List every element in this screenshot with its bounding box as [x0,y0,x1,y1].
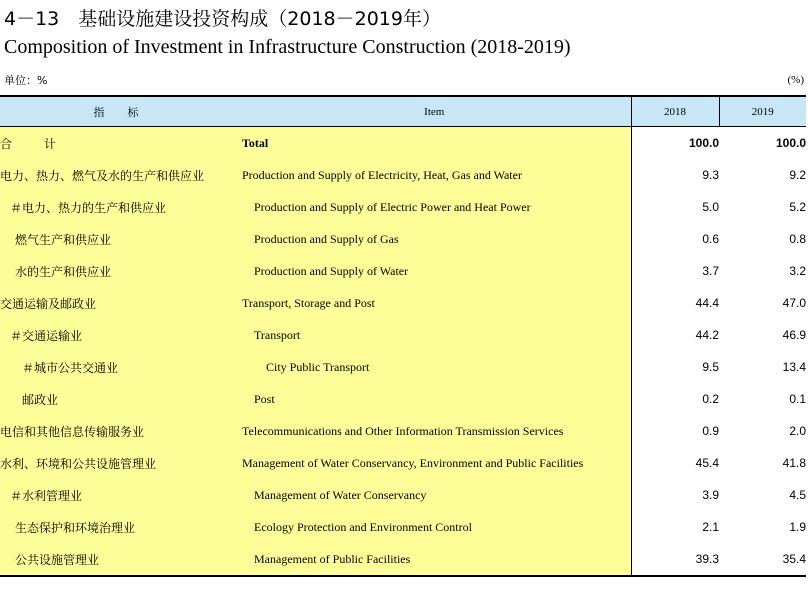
row-value-2019: 9.2 [789,168,806,182]
row-value-2018: 9.5 [702,360,719,374]
row-item: Production and Supply of Water [238,255,631,287]
row-value-2018: 3.7 [702,264,719,278]
header-indicator: 指 标 [0,96,238,127]
row-value-2018: 0.9 [702,424,719,438]
row-value-2018: 5.0 [702,200,719,214]
row-value-2019: 0.1 [789,392,806,406]
row-value-2018: 45.4 [695,456,719,470]
table-row [0,479,806,511]
row-item: Transport, Storage and Post [238,287,631,319]
row-item: Management of Public Facilities [238,543,631,576]
table-row [0,351,806,383]
row-value-2019: 4.5 [789,488,806,502]
row-value-2018: 2.1 [702,520,719,534]
header-year-2018: 2018 [631,96,719,127]
table-row [0,319,806,351]
table-row [0,255,806,287]
row-item: Total [238,127,631,160]
page-title-chinese: 4－13 基础设施建设投资构成（2018－2019年） [4,8,441,30]
table-row [0,191,806,223]
table-row [0,287,806,319]
header-year-2019: 2019 [719,96,806,127]
row-item: Management of Water Conservancy, Environment and Public Facilities [238,447,631,479]
table-row [0,415,806,447]
row-item: Production and Supply of Electric Power and Heat Power [238,191,631,223]
table-header-row [0,96,806,127]
unit-label-english: (%) [787,74,804,86]
row-indicator: ＃水利管理业 [0,479,238,511]
page-title-english: Composition of Investment in Infrastructure Construction (2018-2019) [4,36,571,58]
row-value-2018: 44.4 [695,296,719,310]
row-value-2019: 0.8 [789,232,806,246]
row-value-2019: 1.9 [789,520,806,534]
row-value-2019: 100.0 [775,136,806,150]
row-value-2018: 0.2 [702,392,719,406]
row-indicator: ＃交通运输业 [0,319,238,351]
table-row [0,511,806,543]
row-indicator: 生态保护和环境治理业 [0,511,238,543]
row-value-2019: 35.4 [782,552,806,566]
row-indicator: ＃电力、热力的生产和供应业 [0,191,238,223]
row-value-2018: 100.0 [688,136,719,150]
table-row [0,159,806,191]
table-row [0,383,806,415]
row-value-2018: 9.3 [702,168,719,182]
row-value-2019: 5.2 [789,200,806,214]
row-value-2019: 13.4 [782,360,806,374]
row-item: Production and Supply of Gas [238,223,631,255]
row-indicator: 燃气生产和供应业 [0,223,238,255]
row-item: Post [238,383,631,415]
table-row [0,543,806,576]
row-item: Telecommunications and Other Information Transmission Services [238,415,631,447]
row-indicator: 邮政业 [0,383,238,415]
table-row [0,223,806,255]
row-indicator: 水利、环境和公共设施管理业 [0,447,238,479]
table-row-total [0,127,806,160]
row-item: Production and Supply of Electricity, Heat, Gas and Water [238,159,631,191]
row-indicator: 电力、热力、燃气及水的生产和供应业 [0,159,238,191]
table-row [0,447,806,479]
header-item: Item [238,96,631,127]
row-indicator: 合 计 [0,127,238,160]
row-indicator: 水的生产和供应业 [0,255,238,287]
row-indicator: 电信和其他信息传输服务业 [0,415,238,447]
row-indicator: 公共设施管理业 [0,543,238,576]
row-value-2018: 0.6 [702,232,719,246]
row-value-2019: 41.8 [782,456,806,470]
row-value-2018: 3.9 [702,488,719,502]
row-value-2019: 2.0 [789,424,806,438]
row-value-2018: 39.3 [695,552,719,566]
row-value-2019: 47.0 [782,296,806,310]
row-value-2019: 3.2 [789,264,806,278]
row-indicator: 交通运输及邮政业 [0,287,238,319]
row-value-2019: 46.9 [782,328,806,342]
row-value-2018: 44.2 [695,328,719,342]
row-item: Management of Water Conservancy [238,479,631,511]
row-item: Ecology Protection and Environment Control [238,511,631,543]
row-item: City Public Transport [238,351,631,383]
investment-composition-table [0,95,806,577]
row-item: Transport [238,319,631,351]
row-indicator: ＃城市公共交通业 [0,351,238,383]
unit-label-chinese: 单位：% [4,74,48,87]
